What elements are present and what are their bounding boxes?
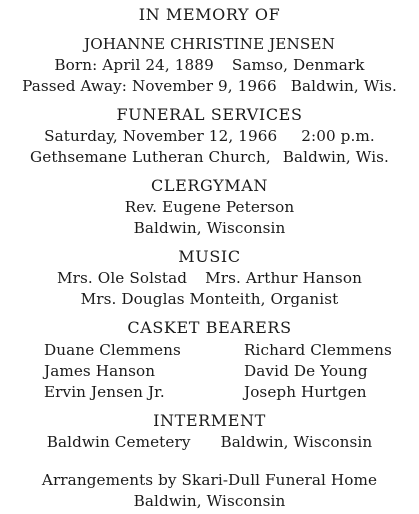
services-datetime: [0, 127, 419, 145]
services-heading: FUNERAL SERVICES: [116, 105, 303, 124]
music-singer: Mrs. Ole Solstad: [57, 269, 188, 287]
services-location: [0, 148, 419, 166]
arrangements-line: Arrangements by Skari-Dull Funeral Home: [41, 471, 378, 489]
interment-location: [0, 433, 419, 451]
interment-city: Baldwin, Wisconsin: [220, 433, 373, 451]
bearer-name: Ervin Jensen Jr.: [44, 383, 165, 401]
clergyman-city: Baldwin, Wisconsin: [133, 219, 286, 237]
bearer-name: David De Young: [244, 362, 368, 380]
music-organist: Mrs. Douglas Monteith, Organist: [80, 290, 339, 308]
passed-line: [0, 77, 419, 95]
bearer-name: Joseph Hurtgen: [244, 383, 367, 401]
music-singer: Mrs. Arthur Hanson: [205, 269, 362, 287]
services-city: Baldwin, Wis.: [282, 148, 389, 166]
music-heading: MUSIC: [178, 247, 241, 266]
deceased-name: JOHANNE CHRISTINE JENSEN: [84, 35, 335, 53]
memory-heading: IN MEMORY OF: [138, 5, 281, 24]
bearer-name: Duane Clemmens: [44, 341, 181, 359]
clergyman-heading: CLERGYMAN: [151, 176, 268, 195]
passed-place: Baldwin, Wis.: [290, 77, 397, 95]
services-time: 2:00 p.m.: [301, 127, 375, 145]
casket-bearers-heading: CASKET BEARERS: [127, 318, 292, 337]
born-line: [0, 56, 419, 74]
born-place: Samso, Denmark: [231, 56, 365, 74]
bearer-name: James Hanson: [44, 362, 156, 380]
born-date: Born: April 24, 1889: [54, 56, 214, 74]
passed-date: Passed Away: November 9, 1966: [22, 77, 277, 95]
interment-heading: INTERMENT: [153, 411, 266, 430]
clergyman-name: Rev. Eugene Peterson: [124, 198, 295, 216]
arrangements-city: Baldwin, Wisconsin: [133, 492, 286, 510]
interment-cemetery: Baldwin Cemetery: [46, 433, 191, 451]
services-date: Saturday, November 12, 1966: [44, 127, 278, 145]
music-singers: [0, 269, 419, 287]
bearer-name: Richard Clemmens: [244, 341, 392, 359]
services-church: Gethsemane Lutheran Church,: [30, 148, 271, 166]
